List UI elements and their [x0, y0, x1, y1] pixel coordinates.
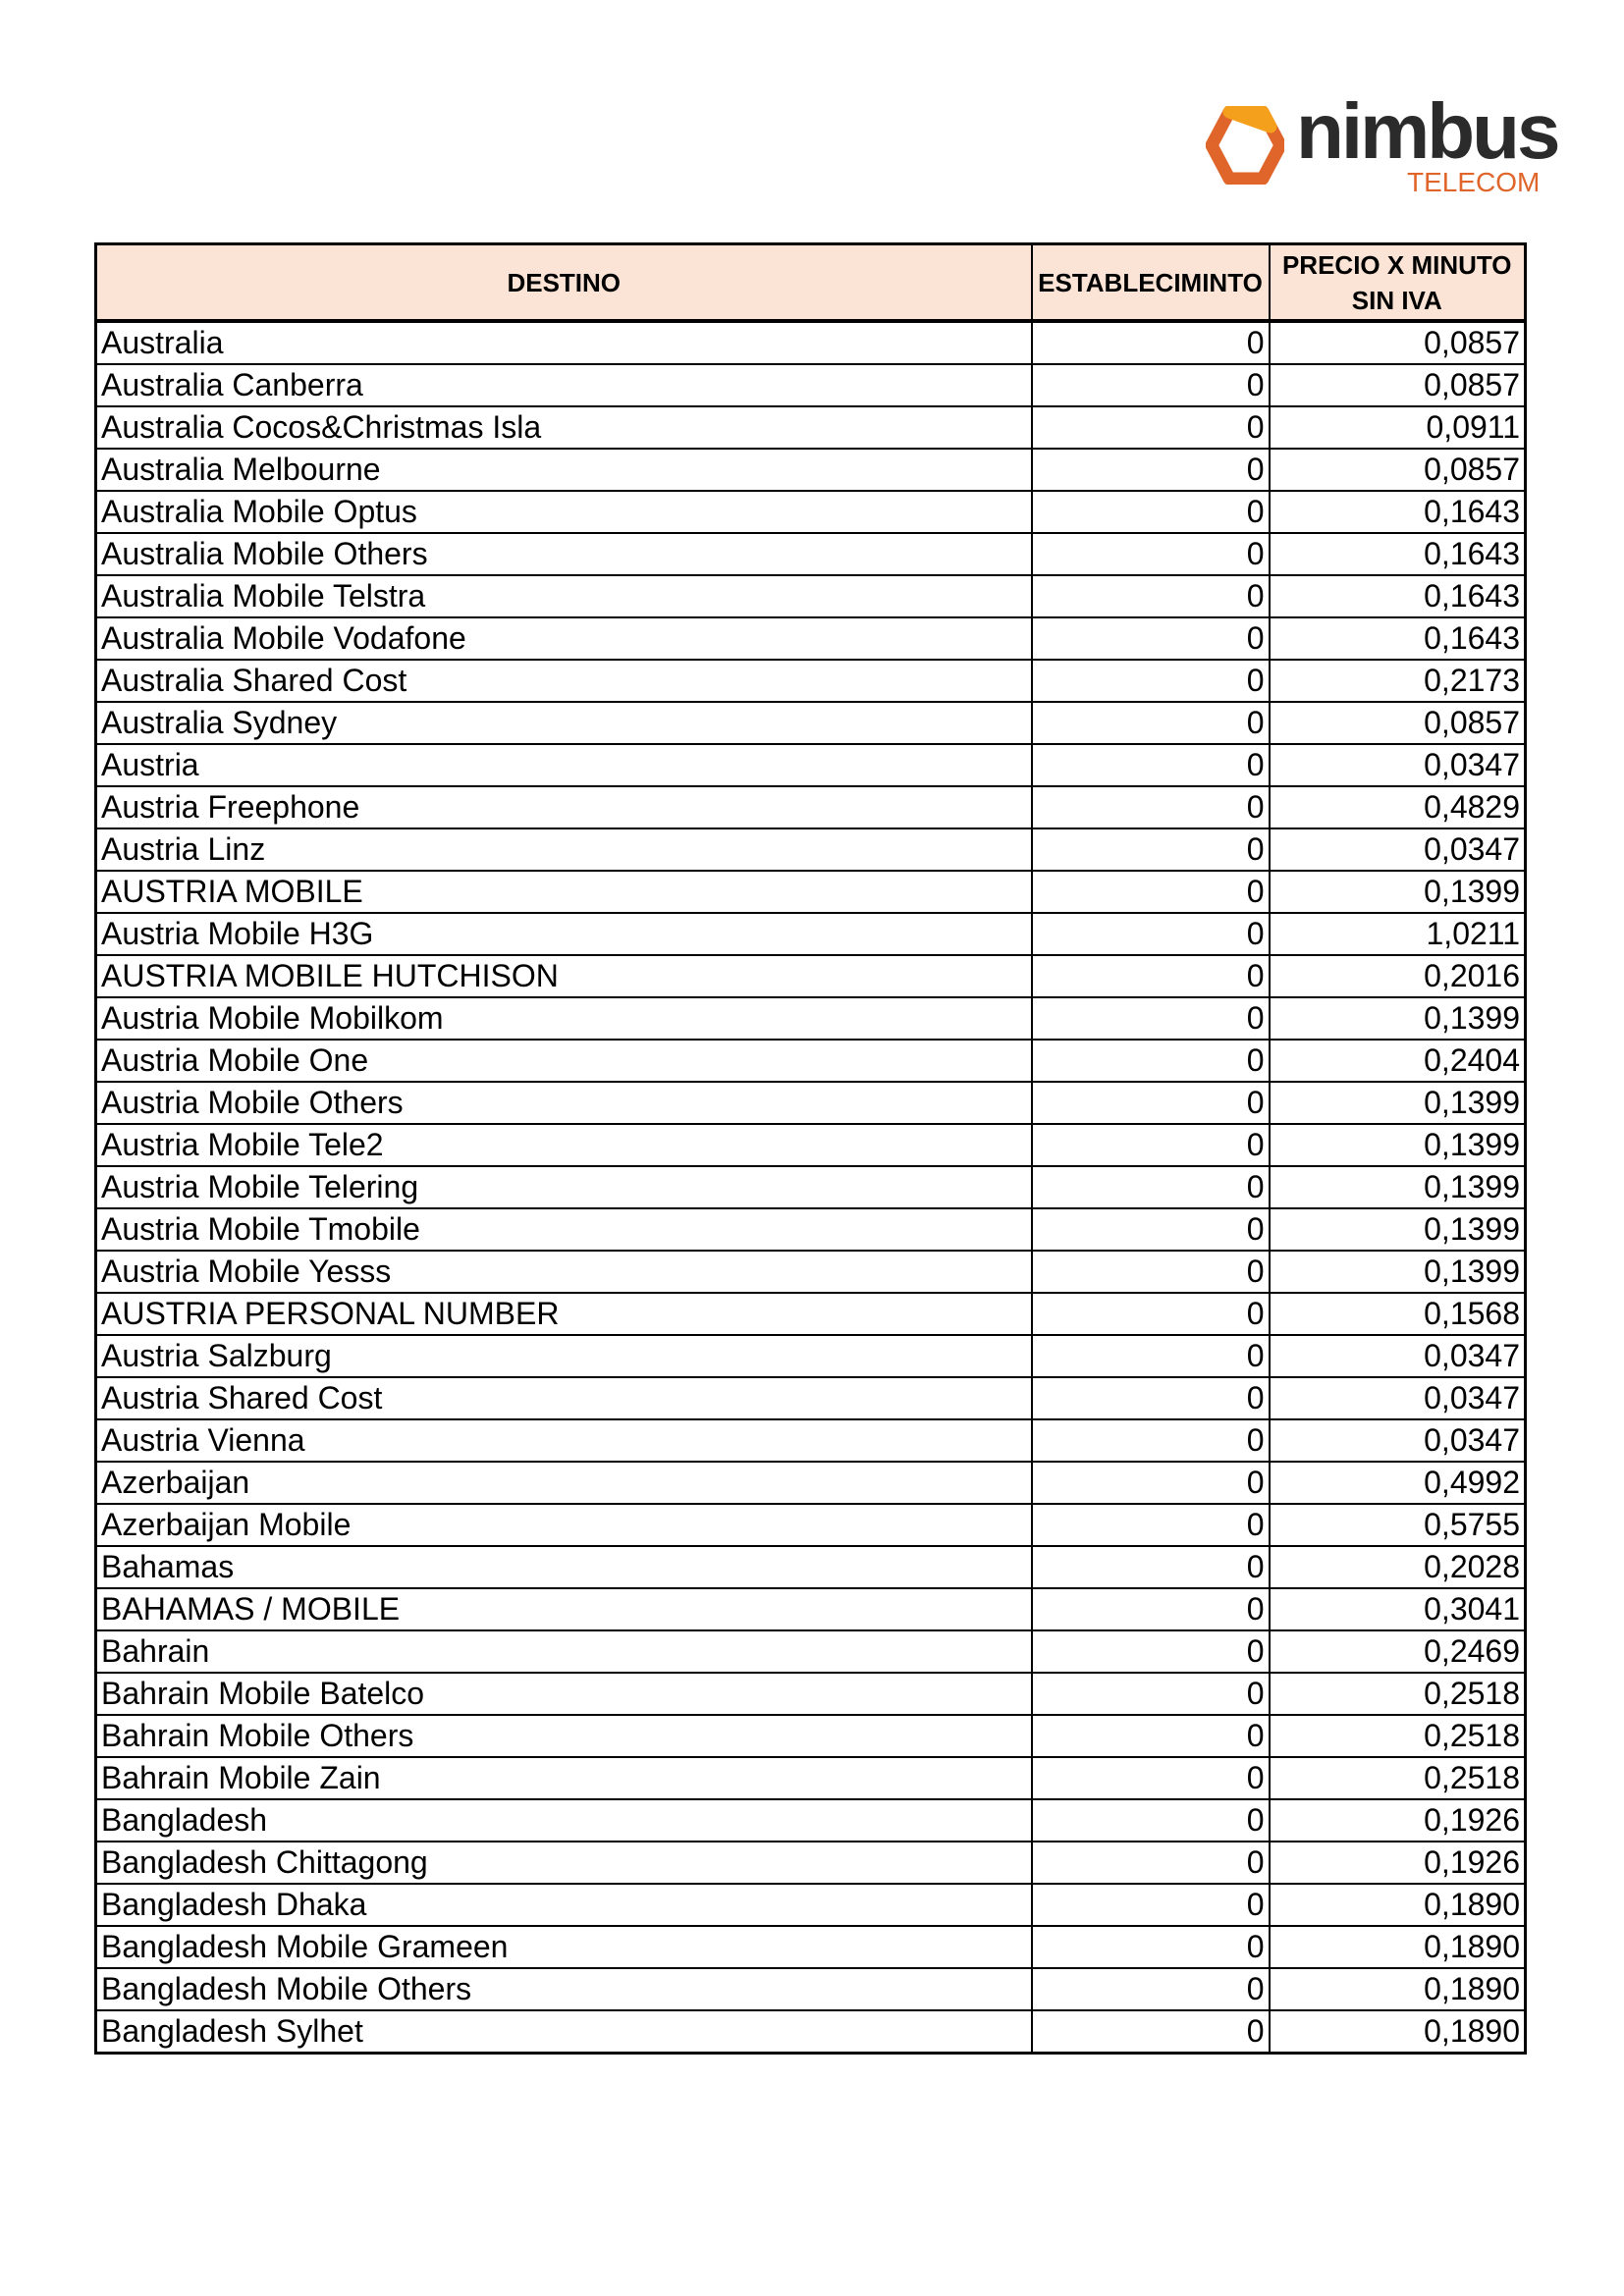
cell-establecimiento: 0 [1032, 997, 1270, 1040]
table-row [96, 786, 1526, 828]
table-row [96, 1673, 1526, 1715]
cell-destino: Austria Salzburg [96, 1335, 1032, 1377]
cell-establecimiento: 0 [1032, 406, 1270, 449]
cell-precio: 0,0347 [1270, 744, 1526, 786]
logo-wordmark: nimbus [1296, 87, 1558, 175]
rates-table [94, 242, 1527, 2055]
cell-establecimiento: 0 [1032, 955, 1270, 997]
cell-destino: Bahrain Mobile Zain [96, 1757, 1032, 1799]
table-row [96, 1251, 1526, 1293]
table-row [96, 1546, 1526, 1588]
table-row [96, 617, 1526, 660]
header-destino: DESTINO [96, 244, 1032, 322]
cell-destino: Australia Melbourne [96, 449, 1032, 491]
cell-establecimiento: 0 [1032, 1715, 1270, 1757]
table-row [96, 1504, 1526, 1546]
cell-destino: BAHAMAS / MOBILE [96, 1588, 1032, 1630]
table-row [96, 997, 1526, 1040]
cell-precio: 0,5755 [1270, 1504, 1526, 1546]
cell-destino: Azerbaijan Mobile [96, 1504, 1032, 1546]
cell-precio: 0,2518 [1270, 1757, 1526, 1799]
table-row [96, 1757, 1526, 1799]
table-row [96, 1884, 1526, 1926]
cell-precio: 0,0347 [1270, 1335, 1526, 1377]
cell-precio: 0,4992 [1270, 1462, 1526, 1504]
cell-destino: AUSTRIA PERSONAL NUMBER [96, 1293, 1032, 1335]
cell-destino: Azerbaijan [96, 1462, 1032, 1504]
cell-establecimiento: 0 [1032, 786, 1270, 828]
cell-destino: Bangladesh [96, 1799, 1032, 1842]
cell-destino: Australia Mobile Vodafone [96, 617, 1032, 660]
table-row [96, 1040, 1526, 1082]
table-row [96, 1799, 1526, 1842]
cell-precio: 0,0857 [1270, 449, 1526, 491]
cell-precio: 0,1890 [1270, 1968, 1526, 2010]
cell-precio: 0,2028 [1270, 1546, 1526, 1588]
cell-precio: 0,1568 [1270, 1293, 1526, 1335]
cell-precio: 0,1399 [1270, 997, 1526, 1040]
cell-destino: Australia Shared Cost [96, 660, 1032, 702]
cell-establecimiento: 0 [1032, 1419, 1270, 1462]
cell-precio: 0,3041 [1270, 1588, 1526, 1630]
table-row [96, 1335, 1526, 1377]
cell-destino: Australia Canberra [96, 364, 1032, 406]
cell-destino: Austria Freephone [96, 786, 1032, 828]
cell-precio: 0,1890 [1270, 2010, 1526, 2054]
table-header-row [96, 244, 1526, 322]
cell-precio: 0,1643 [1270, 617, 1526, 660]
cell-precio: 1,0211 [1270, 913, 1526, 955]
cell-establecimiento: 0 [1032, 660, 1270, 702]
cell-establecimiento: 0 [1032, 1588, 1270, 1630]
header-establecimiento: ESTABLECIMINTO [1032, 244, 1270, 322]
cell-destino: Bahamas [96, 1546, 1032, 1588]
table-row [96, 321, 1526, 364]
cell-establecimiento: 0 [1032, 1377, 1270, 1419]
cell-destino: Bahrain Mobile Batelco [96, 1673, 1032, 1715]
table-row [96, 491, 1526, 533]
cell-destino: Austria Mobile Yesss [96, 1251, 1032, 1293]
table-row [96, 2010, 1526, 2054]
cell-establecimiento: 0 [1032, 1630, 1270, 1673]
cell-destino: Australia Mobile Telstra [96, 575, 1032, 617]
cell-establecimiento: 0 [1032, 1757, 1270, 1799]
table-row [96, 1419, 1526, 1462]
cell-destino: Bangladesh Mobile Others [96, 1968, 1032, 2010]
table-row [96, 449, 1526, 491]
cell-destino: Austria Shared Cost [96, 1377, 1032, 1419]
table-row [96, 1166, 1526, 1208]
cell-establecimiento: 0 [1032, 1040, 1270, 1082]
cell-precio: 0,1643 [1270, 575, 1526, 617]
table-row [96, 1377, 1526, 1419]
table-row [96, 913, 1526, 955]
cell-establecimiento: 0 [1032, 1926, 1270, 1968]
cell-establecimiento: 0 [1032, 1082, 1270, 1124]
table-row [96, 1926, 1526, 1968]
cell-establecimiento: 0 [1032, 1968, 1270, 2010]
cell-establecimiento: 0 [1032, 1208, 1270, 1251]
cell-destino: Austria Mobile Tele2 [96, 1124, 1032, 1166]
cell-destino: Bangladesh Sylhet [96, 2010, 1032, 2054]
cell-precio: 0,2469 [1270, 1630, 1526, 1673]
cell-establecimiento: 0 [1032, 491, 1270, 533]
table-row [96, 1715, 1526, 1757]
cell-precio: 0,1399 [1270, 1124, 1526, 1166]
cell-establecimiento: 0 [1032, 1884, 1270, 1926]
header-precio [1270, 244, 1526, 322]
cell-precio: 0,4829 [1270, 786, 1526, 828]
cell-precio: 0,0857 [1270, 702, 1526, 744]
cell-establecimiento: 0 [1032, 2010, 1270, 2054]
cell-precio: 0,1399 [1270, 1208, 1526, 1251]
cell-precio: 0,2518 [1270, 1715, 1526, 1757]
table-row [96, 575, 1526, 617]
header-precio-line1: PRECIO X MINUTO [1281, 249, 1512, 280]
cell-precio: 0,1890 [1270, 1926, 1526, 1968]
cell-establecimiento: 0 [1032, 871, 1270, 913]
table-row [96, 744, 1526, 786]
cell-precio: 0,1890 [1270, 1884, 1526, 1926]
cell-establecimiento: 0 [1032, 575, 1270, 617]
cell-destino: Austria Mobile Tmobile [96, 1208, 1032, 1251]
table-row [96, 533, 1526, 575]
cell-establecimiento: 0 [1032, 1546, 1270, 1588]
cell-establecimiento: 0 [1032, 449, 1270, 491]
company-logo [1206, 87, 1558, 198]
header-precio-line2: SIN IVA [1351, 285, 1442, 315]
table-row [96, 871, 1526, 913]
table-row [96, 660, 1526, 702]
cell-establecimiento: 0 [1032, 913, 1270, 955]
cell-destino: Austria Linz [96, 828, 1032, 871]
table-row [96, 1842, 1526, 1884]
table-row [96, 1082, 1526, 1124]
table-row [96, 1208, 1526, 1251]
cell-establecimiento: 0 [1032, 1799, 1270, 1842]
cell-destino: Austria Mobile Mobilkom [96, 997, 1032, 1040]
cell-destino: Austria [96, 744, 1032, 786]
table-row [96, 406, 1526, 449]
table-row [96, 828, 1526, 871]
cell-establecimiento: 0 [1032, 321, 1270, 364]
table-row [96, 1968, 1526, 2010]
table-row [96, 1293, 1526, 1335]
cell-precio: 0,0911 [1270, 406, 1526, 449]
cell-establecimiento: 0 [1032, 1124, 1270, 1166]
cell-precio: 0,0347 [1270, 1419, 1526, 1462]
cell-destino: Australia Sydney [96, 702, 1032, 744]
cell-establecimiento: 0 [1032, 1335, 1270, 1377]
cell-establecimiento: 0 [1032, 1293, 1270, 1335]
cell-establecimiento: 0 [1032, 744, 1270, 786]
cell-precio: 0,1399 [1270, 871, 1526, 913]
cell-destino: Bangladesh Mobile Grameen [96, 1926, 1032, 1968]
table-body [96, 321, 1526, 2054]
cell-precio: 0,2404 [1270, 1040, 1526, 1082]
cell-destino: Austria Mobile Others [96, 1082, 1032, 1124]
table-row [96, 955, 1526, 997]
cell-establecimiento: 0 [1032, 702, 1270, 744]
cell-precio: 0,1643 [1270, 533, 1526, 575]
cell-precio: 0,0347 [1270, 828, 1526, 871]
cell-destino: Bahrain Mobile Others [96, 1715, 1032, 1757]
cell-destino: Austria Mobile H3G [96, 913, 1032, 955]
cell-destino: Austria Mobile One [96, 1040, 1032, 1082]
cell-precio: 0,1399 [1270, 1166, 1526, 1208]
cell-precio: 0,1643 [1270, 491, 1526, 533]
cell-establecimiento: 0 [1032, 364, 1270, 406]
cell-destino: Austria Mobile Telering [96, 1166, 1032, 1208]
cell-establecimiento: 0 [1032, 828, 1270, 871]
cell-establecimiento: 0 [1032, 1251, 1270, 1293]
table-row [96, 1462, 1526, 1504]
cell-establecimiento: 0 [1032, 1462, 1270, 1504]
cell-destino: Australia Mobile Others [96, 533, 1032, 575]
cell-precio: 0,1399 [1270, 1251, 1526, 1293]
cell-precio: 0,1926 [1270, 1842, 1526, 1884]
cell-precio: 0,1399 [1270, 1082, 1526, 1124]
cell-establecimiento: 0 [1032, 1673, 1270, 1715]
cell-destino: Australia Mobile Optus [96, 491, 1032, 533]
hexagon-logo-icon [1206, 106, 1284, 185]
table-row [96, 1124, 1526, 1166]
table-row [96, 364, 1526, 406]
cell-establecimiento: 0 [1032, 1842, 1270, 1884]
cell-precio: 0,2016 [1270, 955, 1526, 997]
cell-destino: Bangladesh Dhaka [96, 1884, 1032, 1926]
table-row [96, 1588, 1526, 1630]
cell-destino: Austria Vienna [96, 1419, 1032, 1462]
cell-destino: Australia [96, 321, 1032, 364]
cell-precio: 0,0347 [1270, 1377, 1526, 1419]
cell-precio: 0,1926 [1270, 1799, 1526, 1842]
table-row [96, 702, 1526, 744]
cell-precio: 0,2518 [1270, 1673, 1526, 1715]
table-row [96, 1630, 1526, 1673]
cell-precio: 0,0857 [1270, 321, 1526, 364]
cell-destino: Bangladesh Chittagong [96, 1842, 1032, 1884]
cell-establecimiento: 0 [1032, 533, 1270, 575]
cell-establecimiento: 0 [1032, 1504, 1270, 1546]
cell-destino: AUSTRIA MOBILE [96, 871, 1032, 913]
cell-precio: 0,0857 [1270, 364, 1526, 406]
cell-destino: AUSTRIA MOBILE HUTCHISON [96, 955, 1032, 997]
cell-establecimiento: 0 [1032, 1166, 1270, 1208]
cell-destino: Australia Cocos&Christmas Isla [96, 406, 1032, 449]
cell-destino: Bahrain [96, 1630, 1032, 1673]
cell-precio: 0,2173 [1270, 660, 1526, 702]
cell-establecimiento: 0 [1032, 617, 1270, 660]
logo-tagline: TELECOM [1407, 167, 1541, 197]
